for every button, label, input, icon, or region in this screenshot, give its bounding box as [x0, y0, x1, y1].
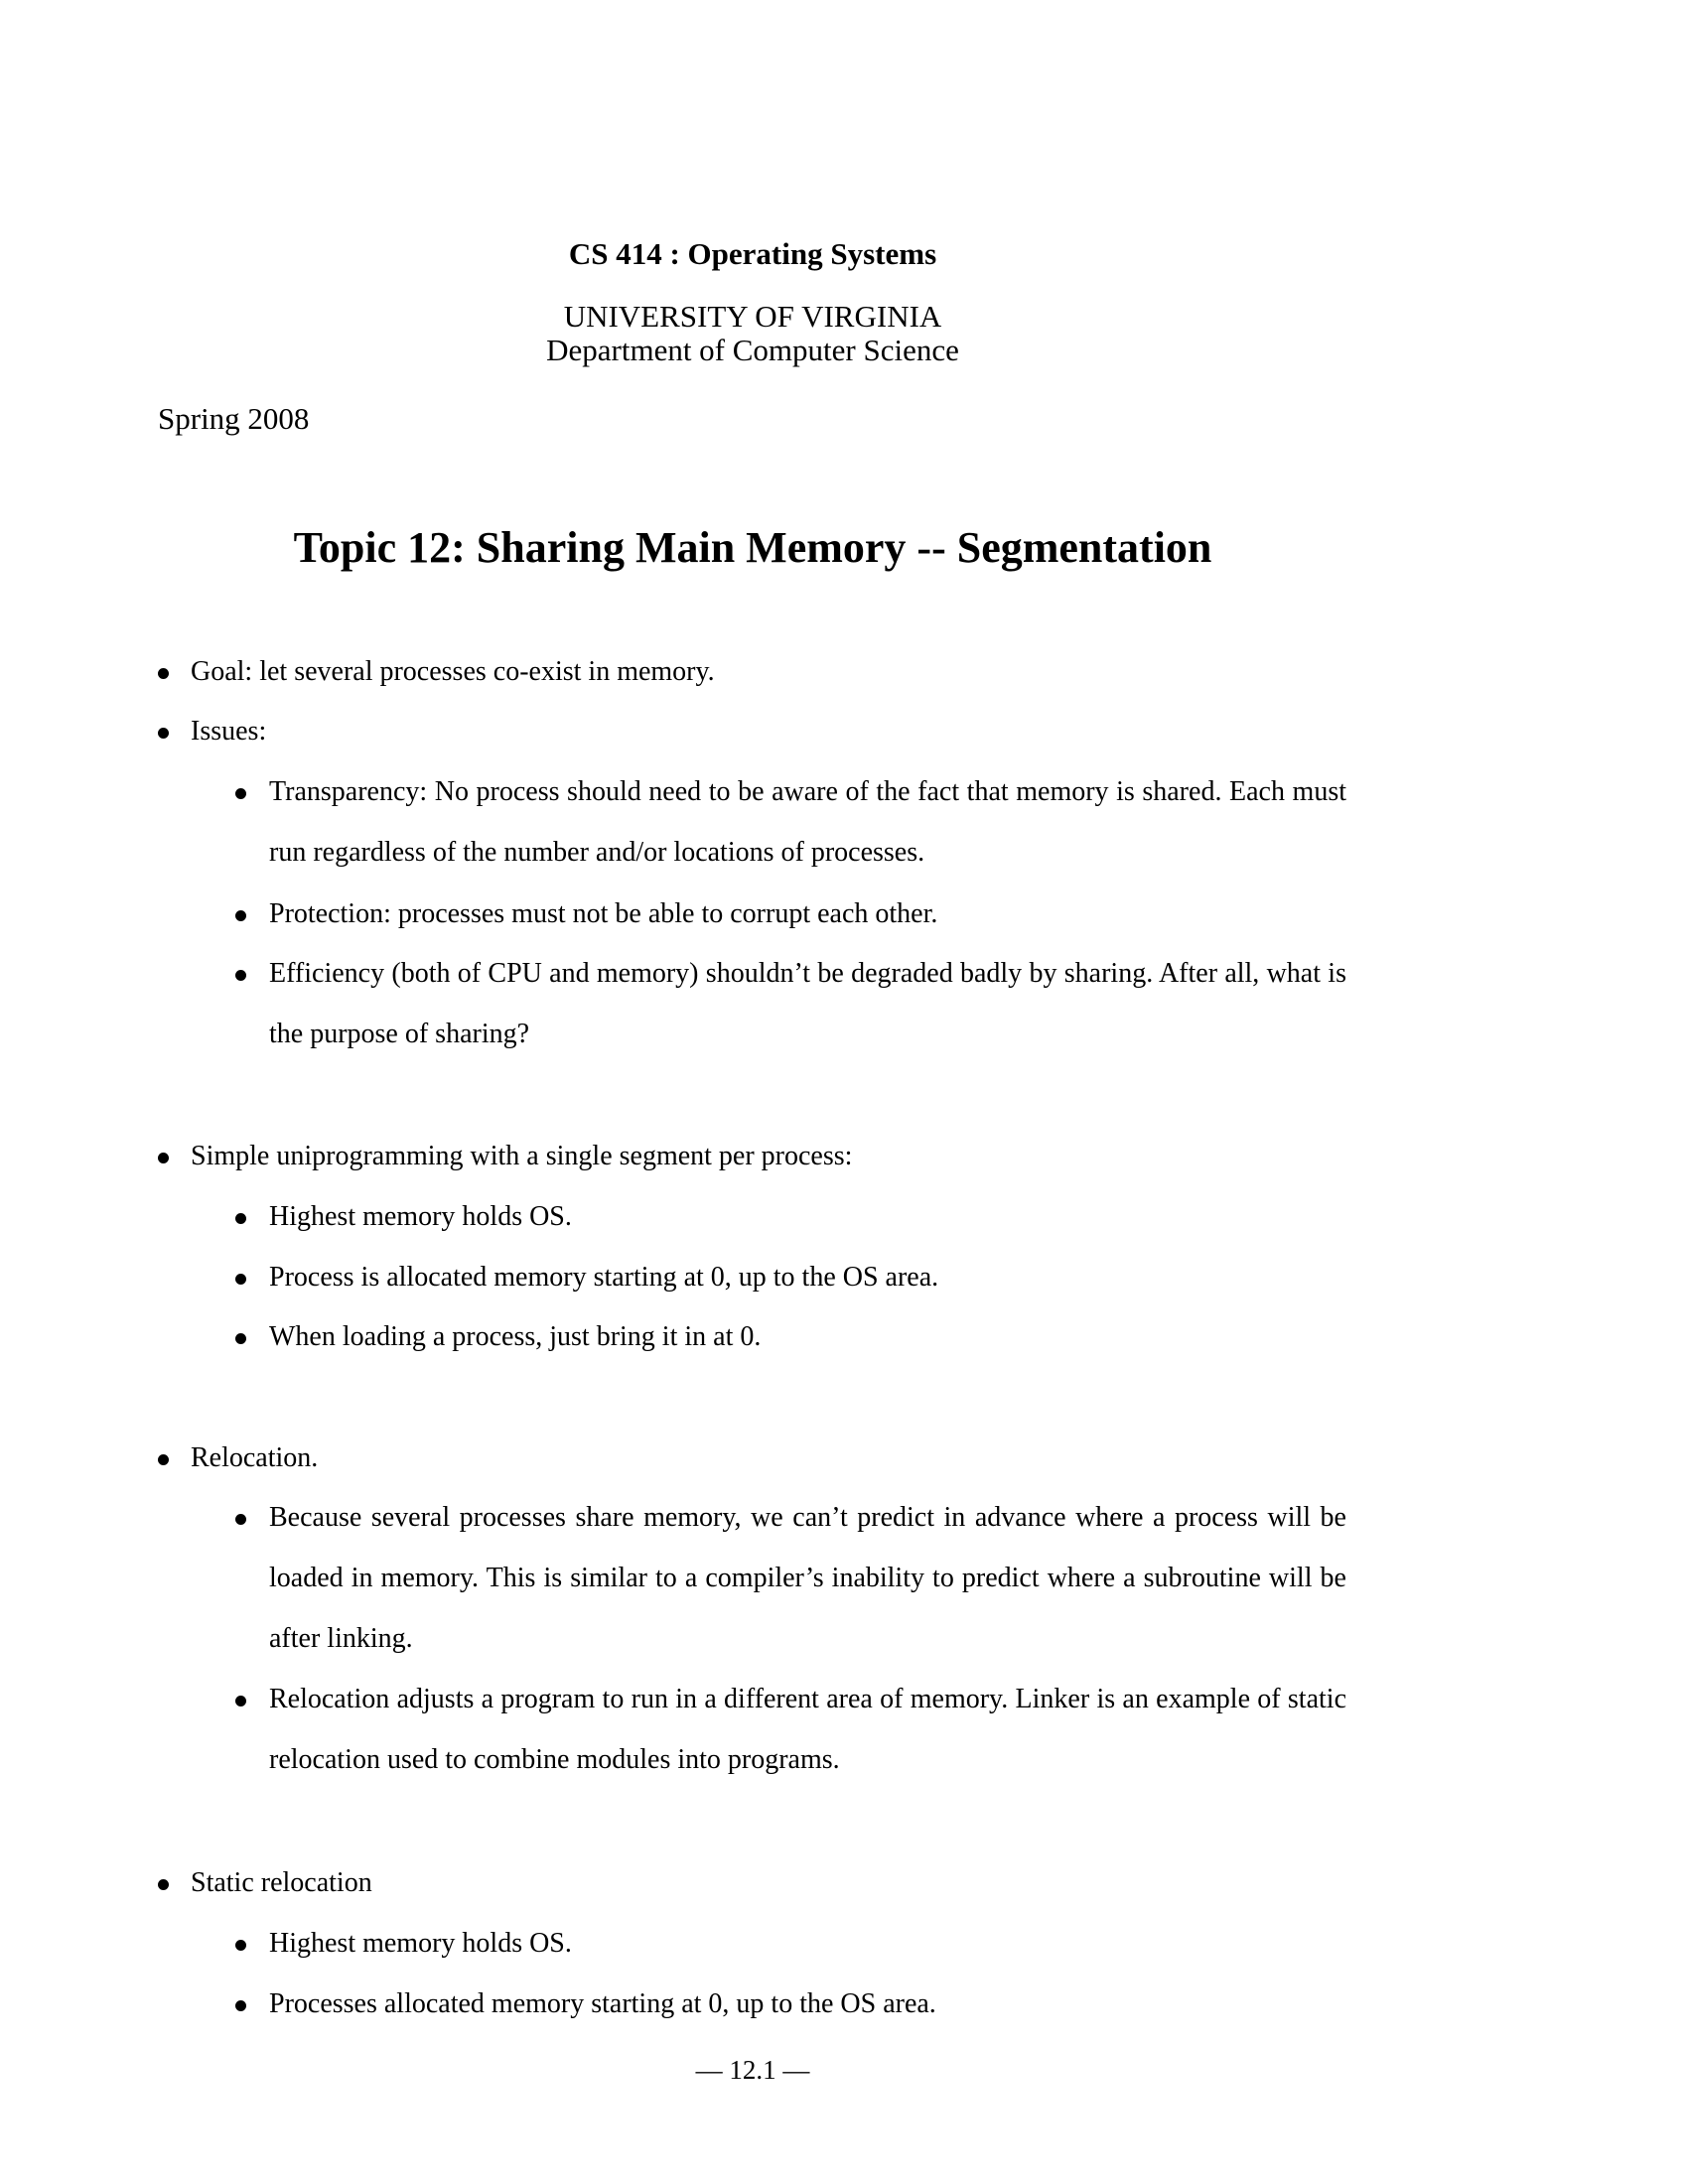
course-title: CS 414 : Operating Systems	[568, 236, 937, 271]
sub-item-transparency	[269, 761, 1346, 883]
sub-item-os	[269, 1200, 1346, 1234]
list-item-text: Simple uniprogramming with a single segment per process:	[191, 1141, 853, 1171]
list-item-relocation	[191, 1441, 318, 1475]
sub-item-os	[269, 1927, 1346, 1961]
bullet-icon	[158, 1454, 169, 1465]
list-item-static-relocation	[191, 1866, 372, 1900]
list-item-issues	[191, 715, 266, 749]
bullet-icon	[235, 970, 246, 981]
list-item-text: Process is allocated memory starting at 0, up to the OS area.	[269, 1262, 939, 1293]
list-item-text: Protection: processes must not be able to corrupt each other.	[269, 898, 938, 929]
bullet-icon	[235, 1274, 246, 1285]
bullet-icon	[235, 1213, 246, 1224]
page-title: Topic 12: Sharing Main Memory -- Segmentation	[293, 523, 1212, 572]
institution-block	[0, 300, 1505, 367]
bullet-icon	[235, 1940, 246, 1951]
bullet-icon	[235, 1333, 246, 1344]
page-number: — 12.1 —	[695, 2055, 810, 2085]
bullet-icon	[235, 1696, 246, 1706]
list-item-text: Because several processes share memory, we can’t predict in advance where a process will be loaded in memory. This is similar to a compiler’s inability to predict where a subroutine will be after linking.	[269, 1502, 1346, 1654]
list-item-goal	[191, 655, 715, 689]
list-item-text: Relocation.	[191, 1442, 319, 1473]
list-item-text: Efficiency (both of CPU and memory) shouldn’t be degraded badly by sharing. After all, what is the purpose of sharing?	[269, 958, 1346, 1049]
sub-item-loading	[269, 1320, 1346, 1354]
sub-item-efficiency	[269, 943, 1346, 1064]
bullet-icon	[235, 788, 246, 799]
sub-item-allocation	[269, 1987, 1346, 2021]
bullet-icon	[235, 1514, 246, 1525]
list-item-text: When loading a process, just bring it in at 0.	[269, 1321, 762, 1352]
sub-item-adjusts	[269, 1669, 1346, 1790]
bullet-icon	[235, 910, 246, 921]
list-item-text: Processes allocated memory starting at 0, up to the OS area.	[269, 1988, 936, 2019]
list-item-text: Static relocation	[191, 1867, 372, 1898]
bullet-icon	[158, 1153, 169, 1163]
list-item-uniprogramming	[191, 1140, 852, 1173]
bullet-icon	[158, 728, 169, 739]
list-item-text: Highest memory holds OS.	[269, 1928, 572, 1959]
department-name: Department of Computer Science	[546, 333, 959, 367]
list-item-text: Highest memory holds OS.	[269, 1201, 572, 1232]
list-item-text: Issues:	[191, 716, 267, 747]
list-item-text: Relocation adjusts a program to run in a different area of memory. Linker is an example of static relocation used to combine modules into programs.	[269, 1684, 1346, 1775]
bullet-icon	[158, 668, 169, 679]
sub-item-allocation	[269, 1261, 1346, 1295]
list-item-text: Goal: let several processes co-exist in memory.	[191, 656, 715, 687]
university-name: UNIVERSITY OF VIRGINIA	[563, 299, 942, 334]
sub-item-predict	[269, 1487, 1346, 1669]
sub-item-protection	[269, 897, 1346, 931]
list-item-text: Transparency: No process should need to be aware of the fact that memory is shared. Each must run regardless of the number and/or locations of processes.	[269, 776, 1346, 868]
bullet-icon	[158, 1879, 169, 1890]
term-label: Spring 2008	[158, 401, 310, 436]
bullet-icon	[235, 2000, 246, 2011]
